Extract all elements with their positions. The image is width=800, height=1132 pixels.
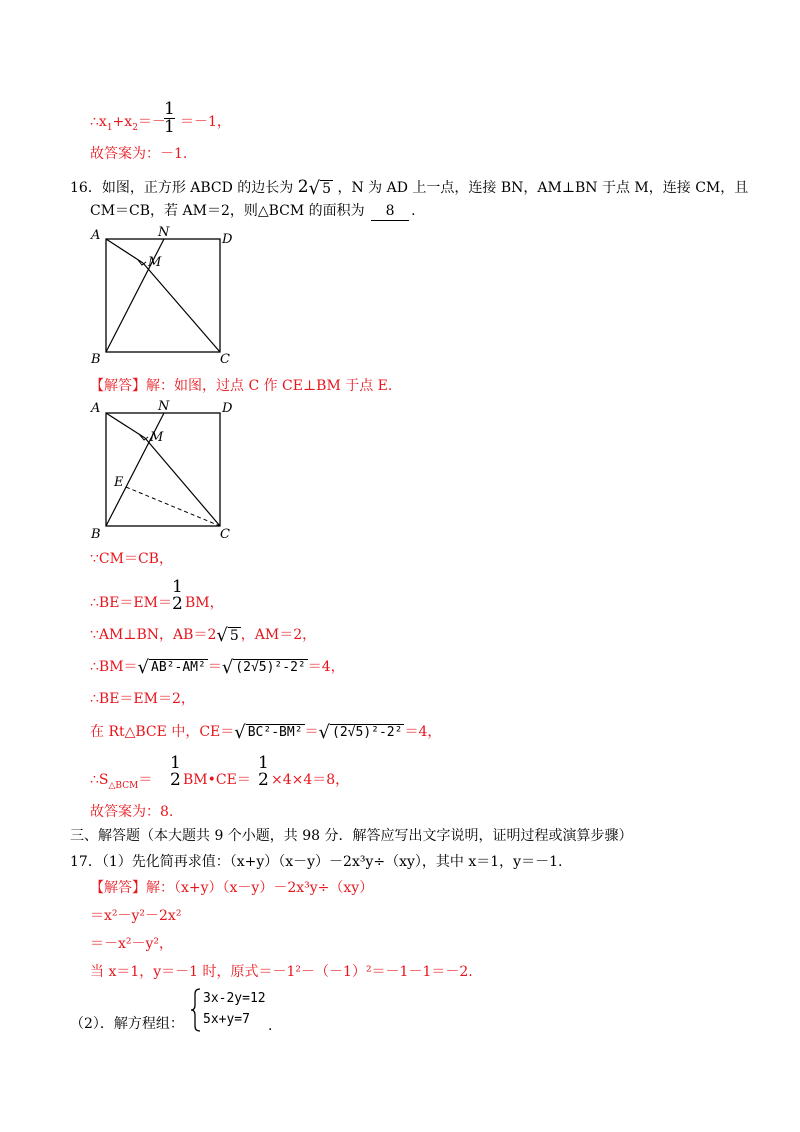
solution-step-2-tail: BM， (185, 595, 224, 611)
line-sum-tail: ＝－1， (180, 114, 231, 130)
solution-step-5: ∴BE＝EM＝2， (90, 691, 195, 707)
label-B: B (91, 527, 101, 542)
solution-step-7: $\therefore S_{\triangle BCM}=$ (90, 772, 153, 791)
fraction-half: 1 2 (172, 577, 183, 614)
question-17-2: （2）．解方程组： (70, 1016, 184, 1032)
sqrt-ab-am: √ AB²-AM² (137, 656, 206, 678)
label-E: E (114, 475, 124, 490)
question-17-2-end: . (268, 1018, 273, 1034)
solution-step-2: ∴BE＝EM＝ (90, 595, 172, 611)
label-M: M (150, 430, 164, 445)
figure-square-1 (88, 225, 248, 370)
fraction-half-3: 1 2 (258, 753, 269, 790)
fraction-half-2: 1 2 (170, 753, 181, 790)
solution-17-step1: ＝x²－y²－2x² (90, 908, 182, 924)
equation-1: 3x-2y=12 (203, 991, 266, 1006)
fraction-1-1: 1 1 (164, 99, 175, 137)
solution-16-head: 【解答】解：如图，过点 C 作 CE⊥BM 于点 E. (90, 378, 393, 394)
label-A: A (91, 228, 101, 243)
label-N: N (158, 225, 170, 240)
solution-17-step3: 当 x＝1，y＝－1 时，原式＝－1²－（－1）²＝－1－1＝－2. (90, 964, 473, 980)
answer-blank: 8 (371, 202, 409, 221)
solution-step-7-tail: ×4×4＝8， (271, 772, 350, 788)
solution-step-7-mid: BM•CE＝ (183, 772, 251, 788)
answer-line-15: 故答案为：－1. (90, 146, 188, 162)
figure-square-2 (88, 396, 248, 544)
label-M: M (148, 255, 162, 270)
label-A: A (91, 401, 101, 416)
label-D: D (222, 232, 233, 247)
label-N: N (158, 399, 170, 414)
side-length-expression: 2√ 5 (297, 177, 331, 199)
line-sum-roots: $\therefore x_1+x_2=-$ (90, 114, 166, 133)
solution-step-3: ∵AM⊥BN，AB＝2√ 5 ，AM＝2， (90, 624, 317, 646)
equation-2: 5x+y=7 (203, 1012, 250, 1027)
solution-17-head: 【解答】解：（x+y）（x－y）－2x³y÷（xy） (90, 880, 374, 896)
sqrt-numeric: √ (2√5)²-2² (221, 656, 306, 678)
solution-step-1: ∵CM＝CB， (90, 551, 173, 567)
question-17-1: 17．（1）先化简再求值：（x+y）（x－y）－2x³y÷（xy），其中 x＝1，y＝－1. (70, 854, 563, 870)
sqrt-numeric-2: √ (2√5)²-2² (318, 721, 403, 743)
label-D: D (222, 401, 233, 416)
answer-line-16: 故答案为：8. (90, 804, 174, 820)
solution-17-step2: ＝－x²－y²， (90, 936, 174, 952)
solution-step-6: 在 Rt△BCE 中，CE＝√ BC²-BM² ＝√ (2√5)²-2² ＝4， (90, 721, 442, 743)
question-16-line2: CM＝CB，若 AM＝2，则△BCM 的面积为 8 . (90, 203, 416, 219)
sqrt-bc-bm: √ BC²-BM² (234, 721, 303, 743)
section-3-heading: 三、解答题（本大题共 9 个小题，共 98 分．解答应写出文字说明，证明过程或演算步骤） (70, 828, 633, 844)
sqrt-5: √ 5 (216, 624, 239, 646)
solution-step-4: ∴BM＝√ AB²-AM² ＝√ (2√5)²-2² ＝4， (90, 656, 345, 678)
label-B: B (91, 352, 101, 367)
equation-system-brace (190, 988, 202, 1032)
label-C: C (220, 352, 230, 367)
question-16-line1: 16．如图，正方形 ABCD 的边长为 2√ 5 ，N 为 AD 上一点，连接 BN，AM⊥BN 于点 M，连接 CM，且 (70, 177, 749, 199)
label-C: C (220, 527, 230, 542)
